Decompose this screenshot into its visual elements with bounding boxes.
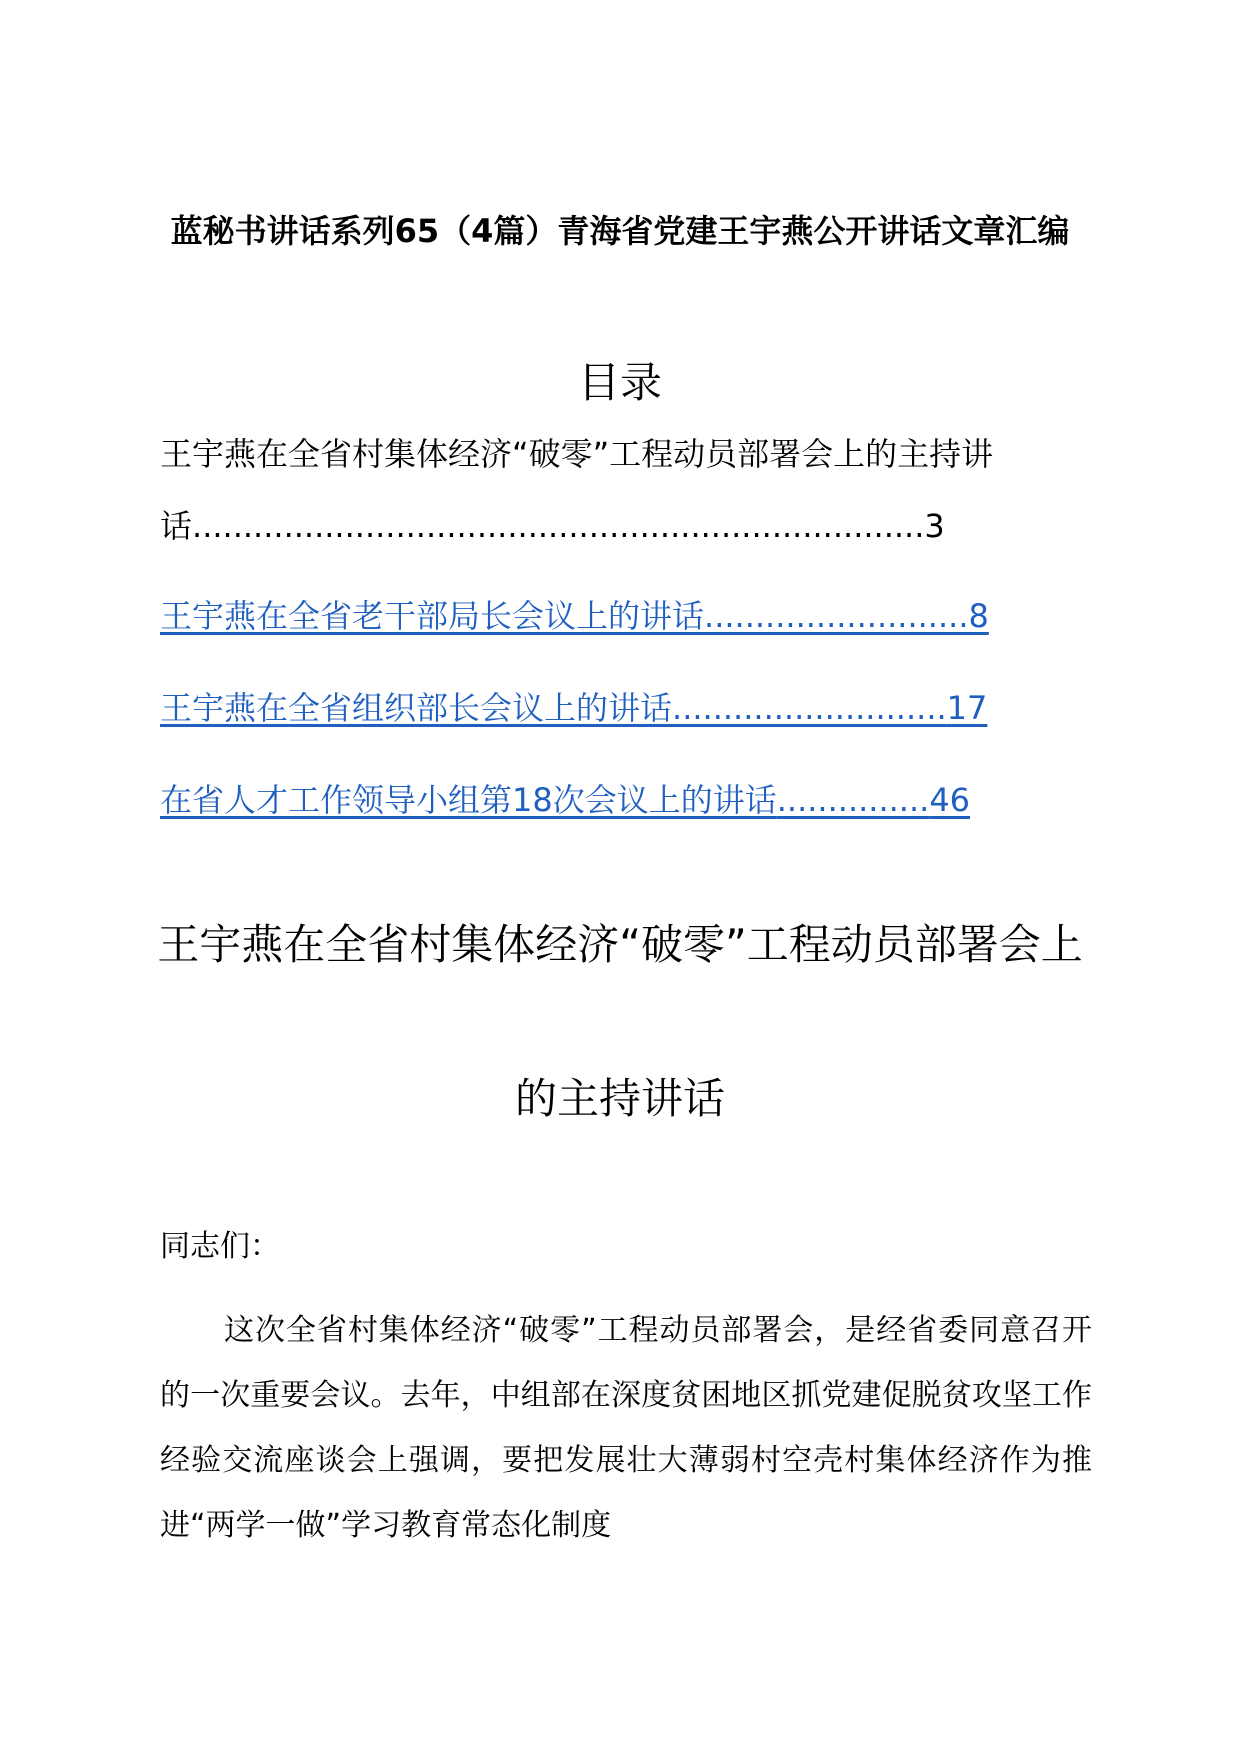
toc-entry-page: 17: [946, 689, 988, 727]
toc-entry-dots: ........................................................................: [192, 507, 925, 545]
toc-entry-page: 8: [968, 597, 989, 635]
toc-entry-page: 46: [929, 781, 971, 819]
document-title: 蓝秘书讲话系列65（4篇）青海省党建王宇燕公开讲话文章汇编: [170, 212, 1070, 250]
toc-entry-title: 在省人才工作领导小组第18次会议上的讲话: [160, 781, 777, 819]
section-title: 王宇燕在全省村集体经济“破零”工程动员部署会上的主持讲话: [157, 920, 1083, 1123]
toc-entry-page: 3: [924, 507, 945, 545]
toc-entry-dots: ...............: [776, 781, 930, 819]
toc-entry-1: [160, 418, 1090, 562]
salutation: 同志们：: [160, 1229, 280, 1264]
toc-entry-title: 王宇燕在全省村集体经济“破零”工程动员部署会上的主持讲话: [160, 435, 994, 545]
toc-entry-dots: ..........................: [704, 597, 969, 635]
toc-link-4[interactable]: [160, 776, 970, 824]
toc-entry-title: 王宇燕在全省组织部长会议上的讲话: [160, 689, 673, 727]
toc-link-3[interactable]: [160, 684, 987, 732]
body-paragraph: 这次全省村集体经济“破零”工程动员部署会，是经省委同意召开的一次重要会议。去年，中组部在深度贫困地区抓党建促脱贫攻坚工作经验交流座谈会上强调，要把发展壮大薄弱村空壳村集体经济作为推进“两学一做”学习教育常态化制度: [160, 1313, 1092, 1543]
toc-entry-title: 王宇燕在全省老干部局长会议上的讲话: [160, 597, 705, 635]
toc-heading: 目录: [577, 358, 662, 407]
toc-entry-dots: ...........................: [672, 689, 947, 727]
toc-link-2[interactable]: [160, 592, 989, 640]
